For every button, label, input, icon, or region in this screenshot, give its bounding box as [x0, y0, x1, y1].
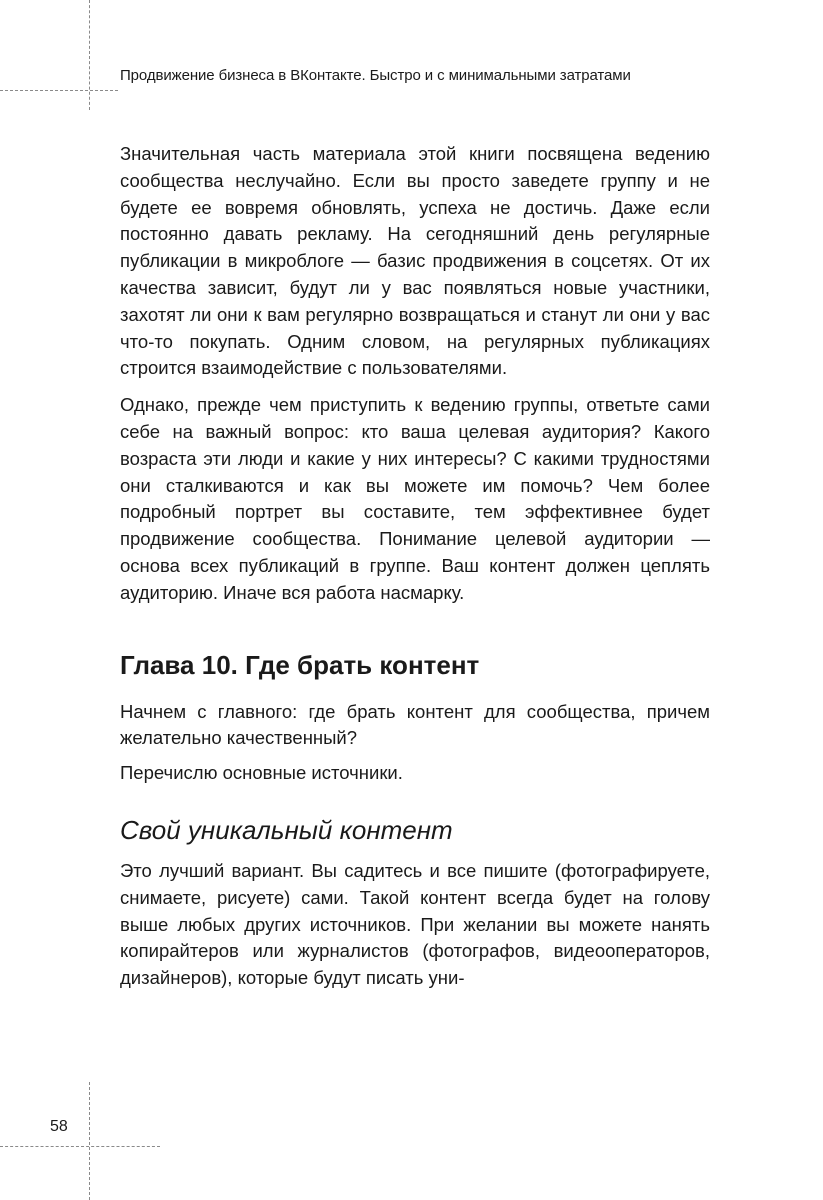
body-paragraph: Однако, прежде чем приступить к ведению группы, ответьте сами себе на важный вопрос: кто ваша целевая аудитория? Какого возраста эти люди и какие у них интересы? С какими трудностями они сталкиваются и как вы можете им помочь? Чем более подробный портрет вы составите, тем эффективнее будет продвижение сообщества. Понимание целевой аудитории — основа всех публикаций в группе. Ваш контент должен цеплять аудиторию. Иначе вся работа насмарку. — [120, 394, 710, 603]
body-paragraph: Это лучший вариант. Вы садитесь и все пишите (фотографируете, снимаете, рисуете) сами. Такой контент всегда будет на голову выше любых других источников. При желании вы можете нанять копирайтеров или журналистов (фотографов, видеооператоров, дизайнеров), которые будут писать уни- — [120, 859, 710, 989]
crop-mark-bottom-horizontal — [0, 1146, 160, 1147]
page-content — [120, 141, 710, 992]
crop-mark-top-vertical — [89, 0, 90, 110]
body-paragraph: Начнем с главного: где брать контент для сообщества, причем желательно качественный? — [120, 700, 710, 749]
section-title: Свой уникальный контент — [120, 814, 453, 845]
chapter-title: Глава 10. Где брать контент — [120, 649, 480, 680]
body-paragraph: Перечислю основные источники. — [120, 762, 403, 784]
body-paragraph: Значительная часть материала этой книги посвящена ведению сообщества неслучайно. Если вы просто заведете группу и не будете ее вовремя обновлять, успеха не достичь. Даже если постоянно давать рекламу. На сегодняшний день регулярные публикации в микроблоге — базис продвижения в соцсетях. От их качества зависит, будут ли у вас появляться новые участники, захотят ли они к вам регулярно возвращаться и станут ли они у вас что-то покупать. Одним словом, на регулярных публикациях строится взаимодействие с пользователями. — [120, 143, 710, 379]
page-number: 58 — [50, 1118, 68, 1135]
running-header: Продвижение бизнеса в ВКонтакте. Быстро и с минимальными затратами — [120, 67, 631, 84]
crop-mark-bottom-vertical — [89, 1082, 90, 1200]
crop-mark-top-horizontal — [0, 90, 118, 91]
